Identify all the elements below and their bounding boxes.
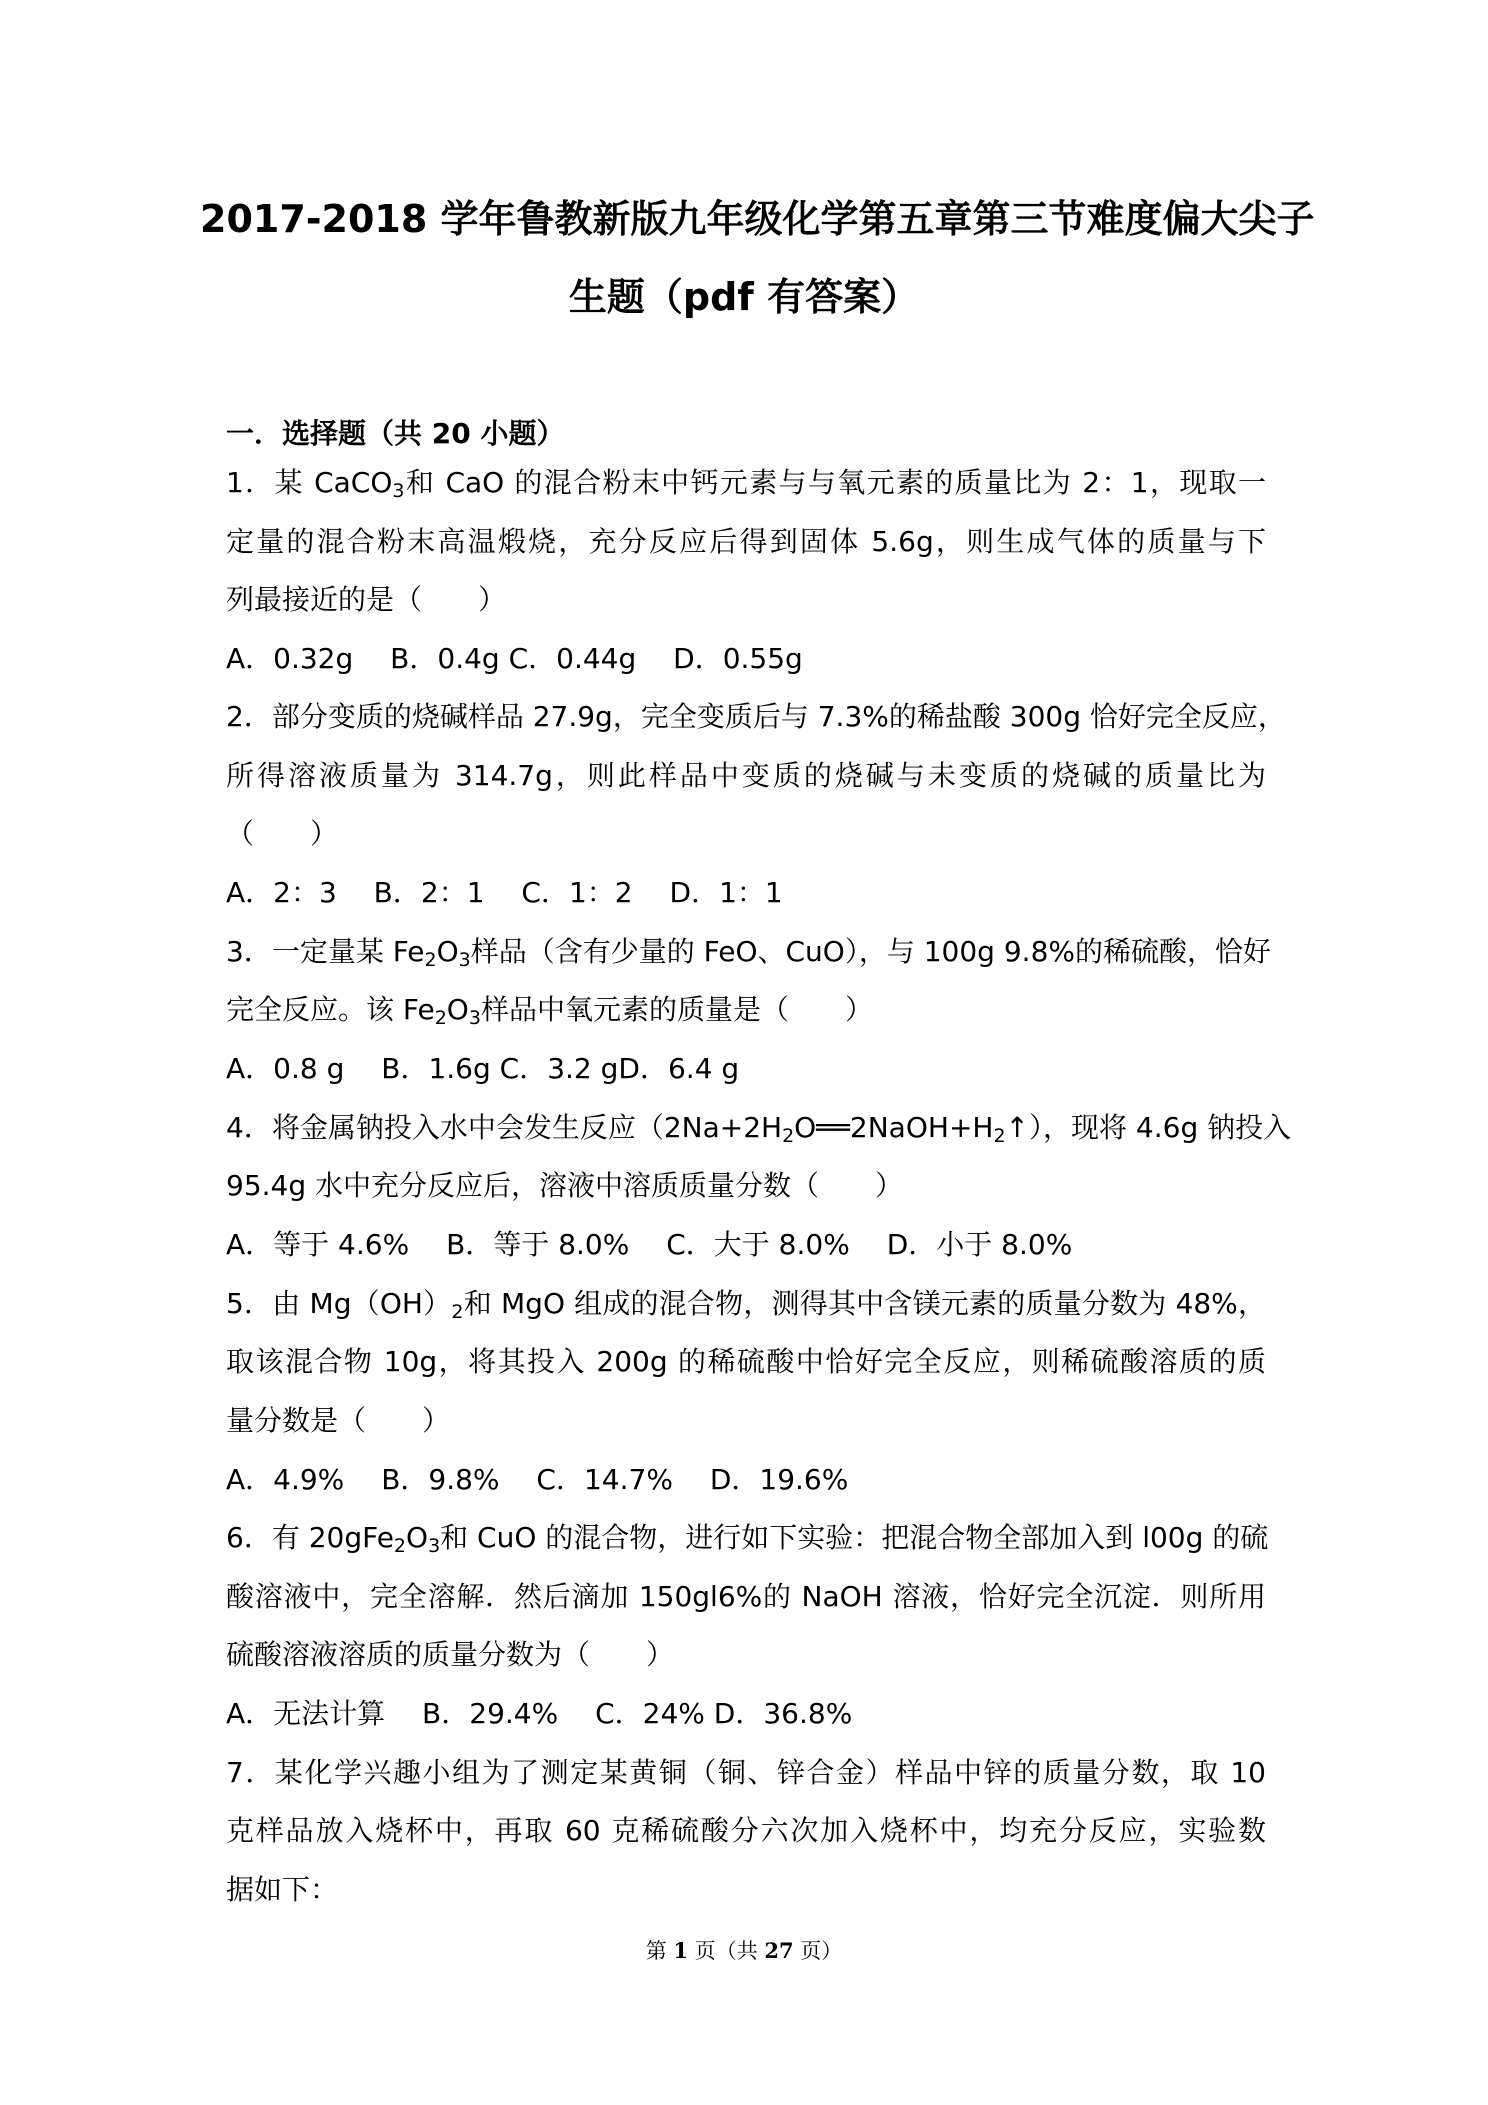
question-3-options: A．0.8 g B．1.6g C．3.2 gD．6.4 g [226, 1052, 740, 1085]
question-4-line-1: 4．将金属钠投入水中会发生反应$(2Na+2H_2O══2NaOH+H_2↑)$，现将 4.6g 钠投入 [226, 1111, 1292, 1147]
question-1-options: A．0.32g B．0.4g C．0.44g D．0.55g [226, 642, 803, 675]
question-7-line-1: 7．某化学兴趣小组为了测定某黄铜（铜、锌合金）样品中锌的质量分数，取 10 [226, 1756, 1266, 1789]
question-5-line-1: 5．由 $Mg(OH)_2$和 MgO 组成的混合物，测得其中含镁元素的质量分数为 48%， [226, 1287, 1266, 1323]
question-2-line-3: （ ） [226, 817, 339, 850]
question-3-line-2: 完全反应。该 $Fe_2O_3$样品中氧元素的质量是（ ） [226, 993, 873, 1029]
question-7-line-3: 据如下： [226, 1873, 339, 1906]
question-5-options: A．4.9% B．9.8% C．14.7% D．19.6% [226, 1463, 849, 1496]
question-3-line-1: 3．一定量某 $Fe_2O_3$样品（含有少量的 FeO、CuO），与 100g 9.8%的稀硫酸，恰好 [226, 935, 1271, 971]
question-1-line-3: 列最接近的是（ ） [226, 583, 507, 616]
page-total: 27 [764, 1938, 794, 1963]
question-4-options: A．等于 4.6% B．等于 8.0% C．大于 8.0% D．小于 8.0% [226, 1228, 1073, 1261]
question-6-line-2: 酸溶液中，完全溶解．然后滴加 150gl6%的 NaOH 溶液，恰好完全沉淀．则所用 [226, 1580, 1266, 1613]
page-footer: 第 1 页（共 27 页） [645, 1938, 843, 1963]
question-5-line-3: 量分数是（ ） [226, 1404, 451, 1437]
question-6-line-1: 6．有 $20gFe_2O_3$和 CuO 的混合物，进行如下实验：把混合物全部加入到 l00g 的硫 [226, 1521, 1269, 1557]
question-4-line-2: 95.4g 水中充分反应后，溶液中溶质质量分数（ ） [226, 1169, 904, 1202]
question-6-line-3: 硫酸溶液溶质的质量分数为（ ） [226, 1638, 675, 1671]
question-2-line-1: 2．部分变质的烧碱样品 27.9g，完全变质后与 7.3%的稀盐酸 300g 恰好完全反应， [226, 700, 1286, 733]
document-title-line1: 2017-2018 学年鲁教新版九年级化学第五章第三节难度偏大尖子 [200, 197, 1315, 241]
question-1-line-1: 1．某 CaCO$_3$和 CaO 的混合粉末中钙元素与与氧元素的质量比为 2：1，现取一 [226, 466, 1266, 502]
question-7-line-2: 克样品放入烧杯中，再取 60 克稀硫酸分六次加入烧杯中，均充分反应，实验数 [226, 1814, 1266, 1847]
question-1-line-2: 定量的混合粉末高温煅烧，充分反应后得到固体 5.6g，则生成气体的质量与下 [226, 525, 1266, 558]
question-5-line-2: 取该混合物 10g，将其投入 200g 的稀硫酸中恰好完全反应，则稀硫酸溶质的质 [226, 1345, 1266, 1378]
question-2-options: A．2：3 B．2：1 C．1：2 D．1：1 [226, 876, 783, 909]
question-2-line-2: 所得溶液质量为 314.7g，则此样品中变质的烧碱与未变质的烧碱的质量比为 [226, 759, 1266, 792]
question-6-options: A．无法计算 B．29.4% C．24% D．36.8% [226, 1697, 853, 1730]
section-heading: 一．选择题（共 20 小题） [226, 417, 565, 450]
document-title-line2: 生题（pdf 有答案） [568, 275, 920, 319]
page-number: 1 [673, 1938, 689, 1963]
